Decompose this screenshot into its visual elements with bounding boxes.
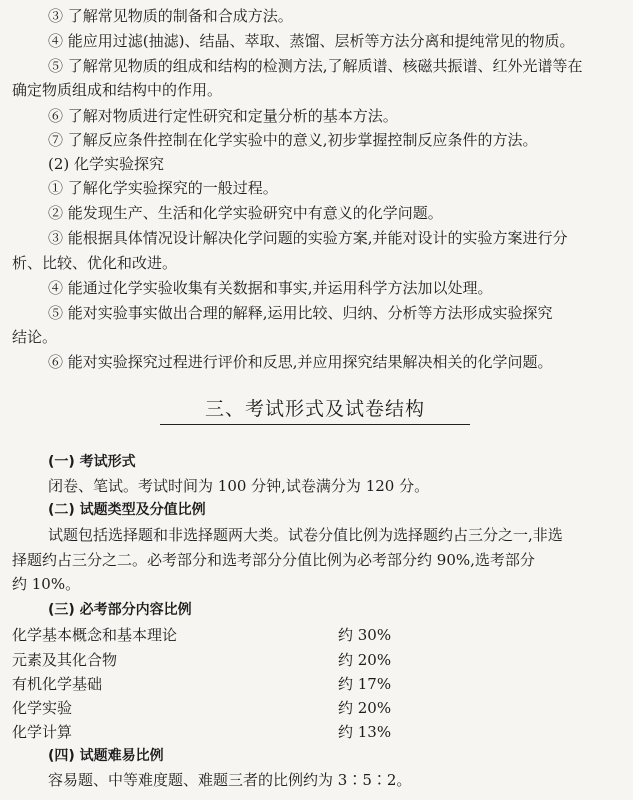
inquiry-item-6: ⑥ 能对实验探究过程进行评价和反思,并应用探究结果解决相关的化学问题。 — [48, 353, 553, 371]
section-heading: 三、考试形式及试卷结构 — [204, 398, 425, 420]
ability-item-5-line-2: 确定物质组成和结构中的作用。 — [12, 81, 223, 99]
difficulty-text: 容易题、中等难度题、难题三者的比例约为 3∶5∶2。 — [48, 771, 412, 789]
question-types-line-2: 择题约占三分之二。必考部分和选考部分分值比例为必考部分约 90%,选考部分 — [12, 551, 535, 569]
ability-item-3: ③ 了解常见物质的制备和合成方法。 — [48, 7, 293, 25]
heading-underline — [160, 424, 470, 425]
content-value: 约 20% — [338, 699, 392, 717]
question-types-line-3: 约 10%。 — [12, 575, 81, 593]
inquiry-item-4: ④ 能通过化学实验收集有关数据和事实,并运用科学方法加以处理。 — [48, 279, 493, 297]
inquiry-item-2: ② 能发现生产、生活和化学实验研究中有意义的化学问题。 — [48, 204, 443, 222]
content-value: 约 30% — [338, 626, 392, 644]
inquiry-item-5-line-2: 结论。 — [12, 328, 58, 346]
inquiry-title: (2) 化学实验探究 — [48, 155, 165, 173]
inquiry-item-1: ① 了解化学实验探究的一般过程。 — [48, 179, 278, 197]
content-value: 约 20% — [338, 651, 392, 669]
inquiry-item-5-line-1: ⑤ 能对实验事实做出合理的解释,运用比较、归纳、分析等方法形成实验探究 — [48, 304, 553, 322]
ability-item-5-line-1: ⑤ 了解常见物质的组成和结构的检测方法,了解质谱、核磁共振谱、红外光谱等在 — [48, 57, 583, 75]
content-name: 化学基本概念和基本理论 — [12, 626, 178, 644]
content-name: 化学计算 — [12, 723, 73, 741]
question-types-line-1: 试题包括选择题和非选择题两大类。试卷分值比例为选择题约占三分之一,非选 — [48, 526, 563, 544]
content-name: 有机化学基础 — [12, 675, 103, 693]
question-types-title: (二) 试题类型及分值比例 — [48, 502, 206, 518]
inquiry-item-3-line-1: ③ 能根据具体情况设计解决化学问题的实验方案,并能对设计的实验方案进行分 — [48, 229, 568, 247]
content-value: 约 13% — [338, 723, 392, 741]
inquiry-item-3-line-2: 析、比较、优化和改进。 — [12, 254, 178, 272]
ability-item-6: ⑥ 了解对物质进行定性研究和定量分析的基本方法。 — [48, 107, 398, 125]
content-name: 化学实验 — [12, 699, 73, 717]
content-name: 元素及其化合物 — [12, 651, 118, 669]
exam-form-text: 闭卷、笔试。考试时间为 100 分钟,试卷满分为 120 分。 — [48, 477, 430, 495]
exam-form-title: (一) 考试形式 — [48, 454, 136, 470]
content-value: 约 17% — [338, 675, 392, 693]
ability-item-7: ⑦ 了解反应条件控制在化学实验中的意义,初步掌握控制反应条件的方法。 — [48, 131, 538, 149]
content-ratio-title: (三) 必考部分内容比例 — [48, 602, 192, 618]
difficulty-title: (四) 试题难易比例 — [48, 748, 164, 764]
ability-item-4: ④ 能应用过滤(抽滤)、结晶、萃取、蒸馏、层析等方法分离和提纯常见的物质。 — [48, 32, 575, 50]
